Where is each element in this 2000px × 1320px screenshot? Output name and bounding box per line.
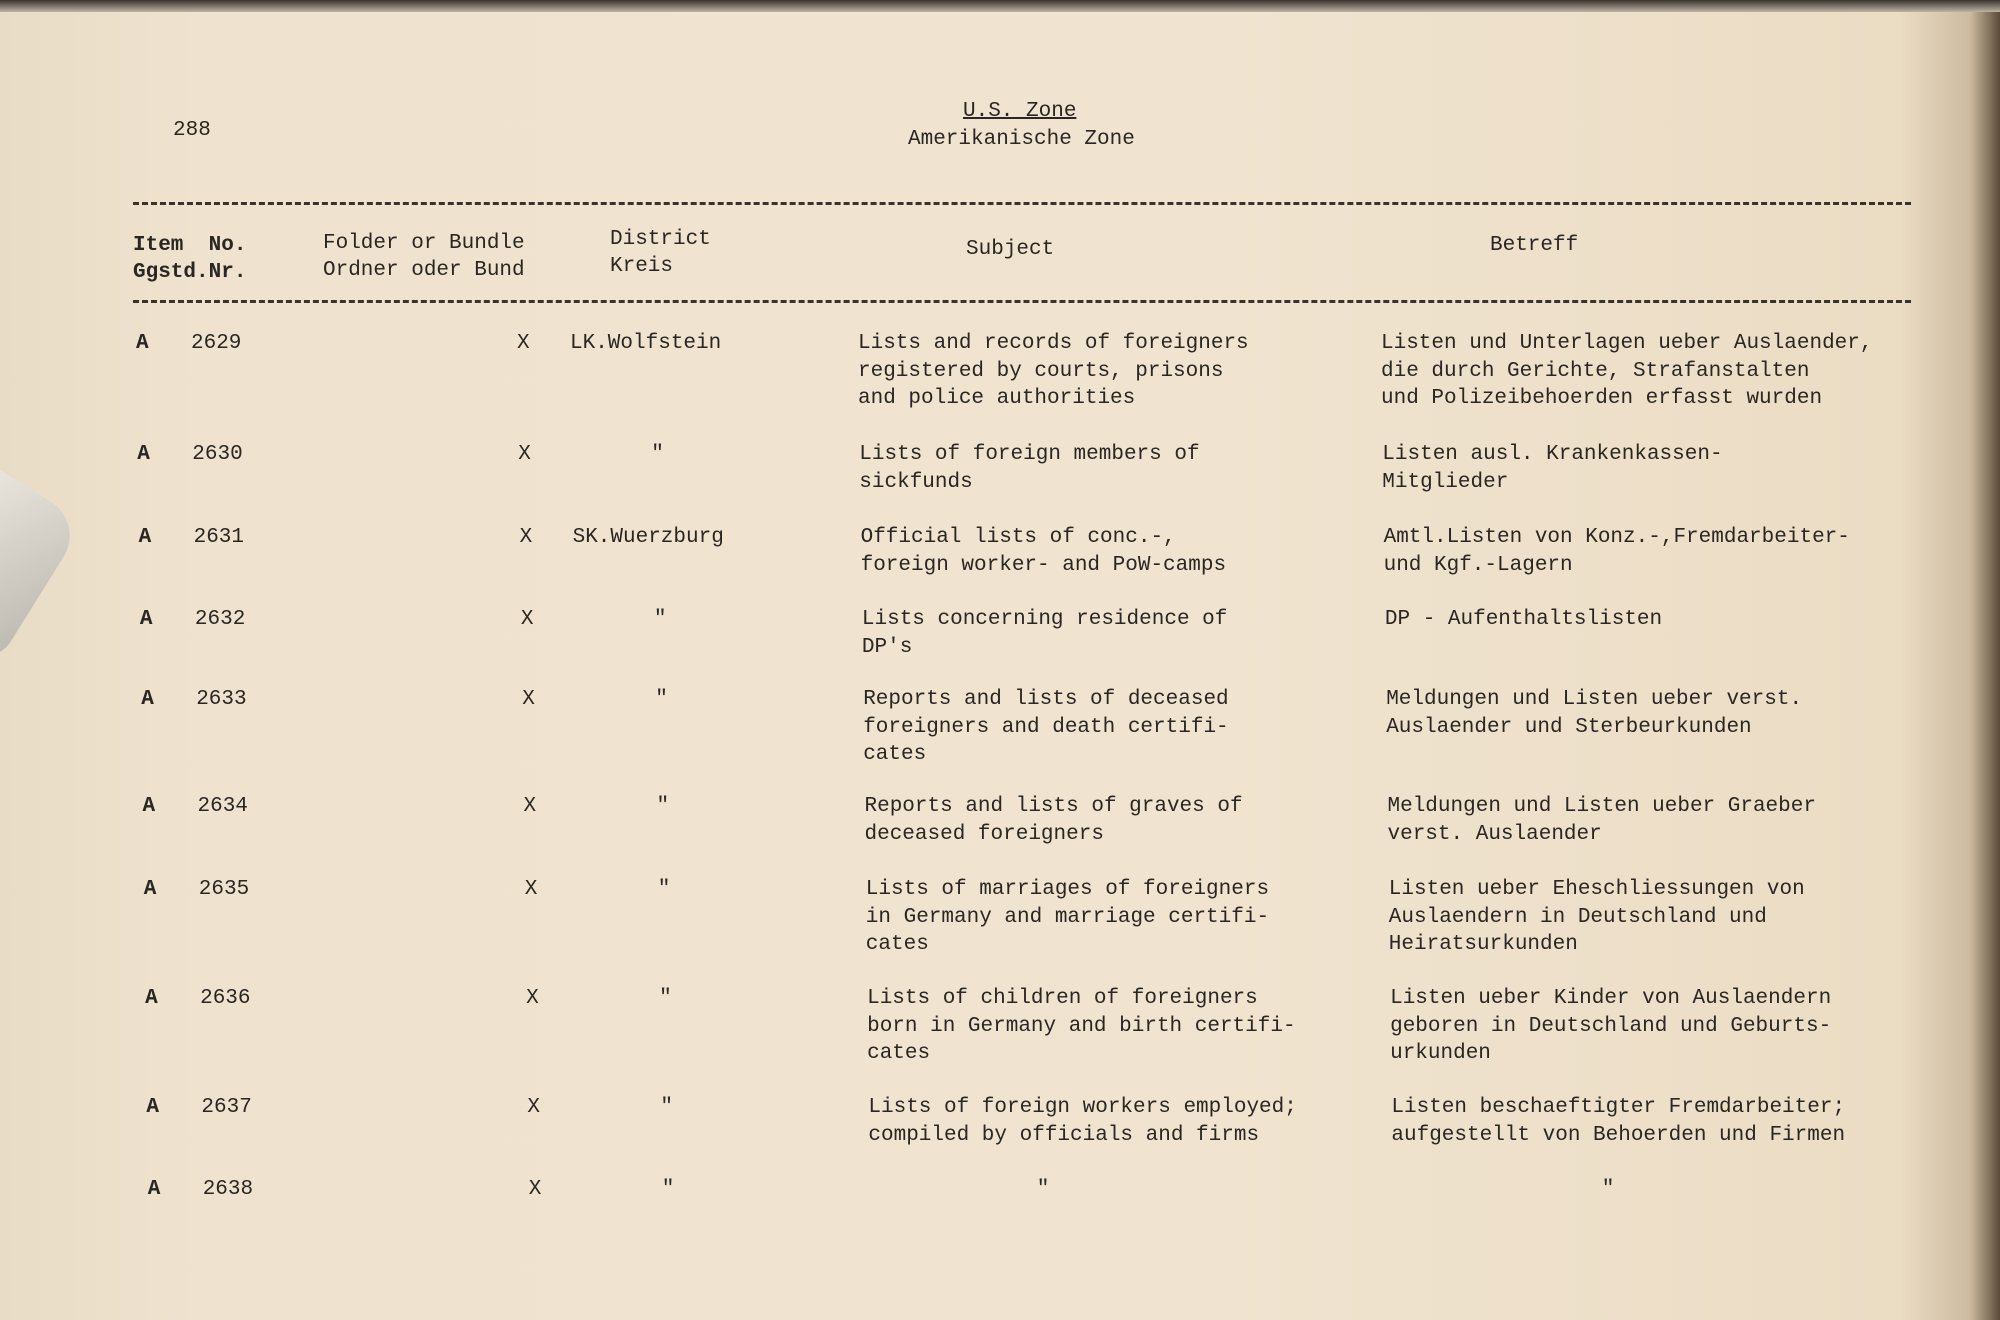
item-number: 2635 bbox=[198, 878, 250, 901]
subject: Official lists of conc.-, foreign worker- and PoW-camps bbox=[860, 526, 1227, 577]
district: " bbox=[651, 443, 664, 466]
betreff: Amtl.Listen von Konz.-,Fremdarbeiter- und Kgf.-Lagern bbox=[1383, 526, 1850, 577]
row-prefix: A bbox=[137, 443, 150, 466]
folder-mark: X bbox=[519, 526, 533, 549]
district: " bbox=[659, 987, 672, 1010]
district: " bbox=[660, 1096, 673, 1119]
betreff: Listen ueber Kinder von Auslaendern geboren in Deutschland und Geburts- urkunden bbox=[1390, 987, 1832, 1065]
row-prefix: A bbox=[138, 526, 152, 549]
betreff: Meldungen und Listen ueber verst. Auslaender und Sterbeurkunden bbox=[1386, 688, 1803, 739]
betreff: DP - Aufenthaltslisten bbox=[1384, 608, 1663, 631]
item-number: 2634 bbox=[197, 795, 248, 818]
item-number: 2637 bbox=[201, 1096, 252, 1119]
item-number: 2631 bbox=[193, 526, 245, 549]
item-number: 2636 bbox=[200, 987, 251, 1010]
item-number: 2633 bbox=[196, 688, 247, 711]
row-prefix: A bbox=[136, 332, 149, 355]
district: LK.Wolfstein bbox=[570, 332, 722, 355]
district: SK.Wuerzburg bbox=[572, 526, 724, 549]
subject: Lists of marriages of foreigners in Germany and marriage certifi- cates bbox=[865, 878, 1270, 956]
subject: Lists of foreign workers employed; compiled by officials and firms bbox=[868, 1096, 1297, 1147]
header-subject: Subject bbox=[966, 238, 1055, 261]
header-district-de: Kreis bbox=[610, 255, 674, 278]
folder-mark: X bbox=[518, 443, 531, 466]
header-top-rule bbox=[133, 202, 1911, 205]
page-tab-marker bbox=[0, 470, 85, 667]
subject: Lists of foreign members of sickfunds bbox=[859, 443, 1200, 494]
folder-mark: X bbox=[520, 608, 534, 631]
folder-mark: X bbox=[528, 1178, 542, 1201]
header-betreff: Betreff bbox=[1490, 234, 1579, 257]
row-prefix: A bbox=[139, 608, 153, 631]
row-prefix: A bbox=[142, 795, 156, 818]
district: " bbox=[661, 1178, 675, 1201]
row-prefix: A bbox=[143, 878, 157, 901]
header-item-en: Item No. bbox=[133, 234, 247, 257]
header-item-de: Ggstd.Nr. bbox=[133, 261, 247, 284]
page-subtitle: Amerikanische Zone bbox=[908, 128, 1135, 151]
folder-mark: X bbox=[523, 795, 537, 818]
header-folder-de: Ordner oder Bund bbox=[323, 259, 525, 282]
subject: Reports and lists of deceased foreigners and death certifi- cates bbox=[863, 688, 1229, 766]
district: " bbox=[656, 795, 670, 818]
betreff: Listen ueber Eheschliessungen von Auslaendern in Deutschland und Heiratsurkunden bbox=[1388, 878, 1805, 956]
book-edge bbox=[0, 0, 2000, 12]
item-number: 2630 bbox=[192, 443, 243, 466]
subject: Reports and lists of graves of deceased foreigners bbox=[864, 795, 1243, 846]
page-title: U.S. Zone bbox=[963, 100, 1077, 123]
subject: " bbox=[1036, 1178, 1050, 1201]
subject: Lists and records of foreigners registered by courts, prisons and police authorities bbox=[858, 332, 1249, 410]
betreff: " bbox=[1601, 1178, 1615, 1201]
folder-mark: X bbox=[517, 332, 530, 355]
betreff: Listen ausl. Krankenkassen- Mitglieder bbox=[1382, 443, 1723, 494]
district: " bbox=[657, 878, 671, 901]
row-prefix: A bbox=[141, 688, 154, 711]
district: " bbox=[655, 688, 668, 711]
header-folder-en: Folder or Bundle bbox=[323, 232, 525, 255]
betreff: Listen und Unterlagen ueber Auslaender, die durch Gerichte, Strafanstalten und Polizeibehoerden erfasst wurden bbox=[1381, 332, 1873, 410]
district: " bbox=[653, 608, 667, 631]
header-district-en: District bbox=[610, 228, 711, 251]
subject: Lists of children of foreigners born in Germany and birth certifi- cates bbox=[867, 987, 1296, 1065]
row-prefix: A bbox=[145, 987, 158, 1010]
betreff: Meldungen und Listen ueber Graeber verst. Auslaender bbox=[1387, 795, 1816, 846]
betreff: Listen beschaeftigter Fremdarbeiter; aufgestellt von Behoerden und Firmen bbox=[1391, 1096, 1846, 1147]
item-number: 2629 bbox=[191, 332, 242, 355]
folder-mark: X bbox=[524, 878, 538, 901]
page-number: 288 bbox=[173, 119, 211, 142]
header-bottom-rule bbox=[133, 300, 1911, 303]
row-prefix: A bbox=[146, 1096, 159, 1119]
item-number: 2632 bbox=[194, 608, 246, 631]
subject: Lists concerning residence of DP's bbox=[861, 608, 1228, 659]
folder-mark: X bbox=[527, 1096, 540, 1119]
row-prefix: A bbox=[147, 1178, 161, 1201]
folder-mark: X bbox=[522, 688, 535, 711]
folder-mark: X bbox=[526, 987, 539, 1010]
item-number: 2638 bbox=[202, 1178, 254, 1201]
